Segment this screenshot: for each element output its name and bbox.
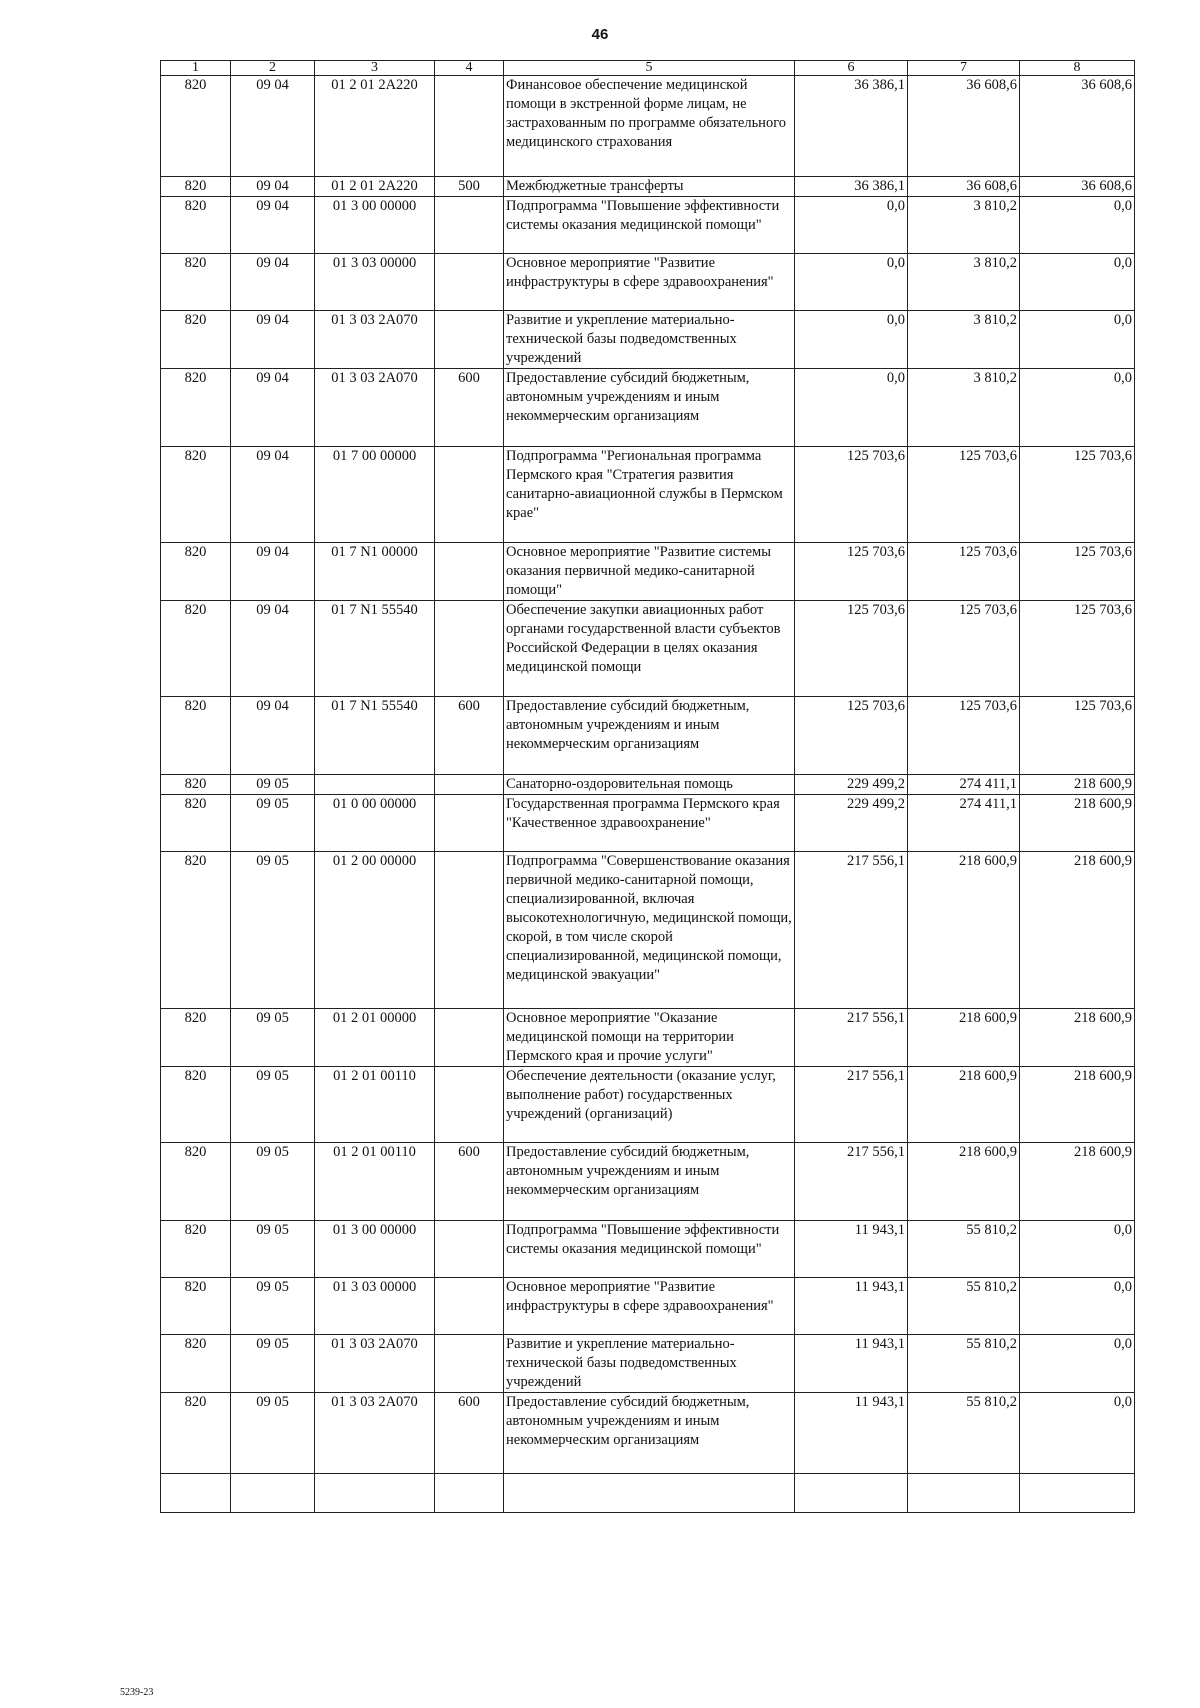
table-row	[161, 601, 1135, 697]
amount-cell: 0,0	[1020, 1393, 1135, 1474]
expense-type-cell: 500	[435, 177, 504, 197]
section-code-cell: 09 04	[231, 76, 315, 177]
section-code-cell: 09 05	[231, 1009, 315, 1067]
description-cell: Развитие и укрепление материально-технической базы подведомственных учреждений	[504, 1335, 795, 1393]
column-number: 2	[231, 61, 315, 76]
amount-cell: 217 556,1	[795, 1143, 908, 1221]
section-code-cell: 09 05	[231, 1067, 315, 1143]
description-cell: Основное мероприятие "Развитие системы оказания первичной медико-санитарной помощи"	[504, 543, 795, 601]
section-code-cell: 09 04	[231, 601, 315, 697]
empty-cell	[795, 1474, 908, 1513]
table-row	[161, 1143, 1135, 1221]
amount-cell: 0,0	[1020, 254, 1135, 311]
admin-code-cell: 820	[161, 1143, 231, 1221]
target-article-cell: 01 2 00 00000	[315, 852, 435, 1009]
expense-type-cell	[435, 447, 504, 543]
table-row	[161, 177, 1135, 197]
amount-cell: 218 600,9	[1020, 1067, 1135, 1143]
description-cell: Санаторно-оздоровительная помощь	[504, 775, 795, 795]
description-cell: Подпрограмма "Повышение эффективности системы оказания медицинской помощи"	[504, 1221, 795, 1278]
amount-cell: 11 943,1	[795, 1393, 908, 1474]
table-row	[161, 254, 1135, 311]
amount-cell: 0,0	[1020, 1278, 1135, 1335]
target-article-cell: 01 7 00 00000	[315, 447, 435, 543]
table-row	[161, 76, 1135, 177]
target-article-cell: 01 2 01 00000	[315, 1009, 435, 1067]
table-body	[161, 76, 1135, 1513]
amount-cell: 36 608,6	[1020, 76, 1135, 177]
amount-cell: 125 703,6	[795, 543, 908, 601]
amount-cell: 125 703,6	[1020, 447, 1135, 543]
description-cell: Предоставление субсидий бюджетным, автономным учреждениям и иным некоммерческим организациям	[504, 369, 795, 447]
target-article-cell: 01 7 N1 55540	[315, 697, 435, 775]
section-code-cell: 09 05	[231, 852, 315, 1009]
amount-cell: 229 499,2	[795, 795, 908, 852]
amount-cell: 36 386,1	[795, 177, 908, 197]
amount-cell: 125 703,6	[795, 601, 908, 697]
budget-table	[160, 60, 1135, 1513]
table-row	[161, 197, 1135, 254]
amount-cell: 0,0	[795, 311, 908, 369]
admin-code-cell: 820	[161, 447, 231, 543]
target-article-cell: 01 7 N1 00000	[315, 543, 435, 601]
amount-cell: 55 810,2	[908, 1393, 1020, 1474]
amount-cell: 55 810,2	[908, 1335, 1020, 1393]
amount-cell: 125 703,6	[795, 447, 908, 543]
amount-cell: 218 600,9	[1020, 775, 1135, 795]
expense-type-cell: 600	[435, 697, 504, 775]
admin-code-cell: 820	[161, 1009, 231, 1067]
section-code-cell: 09 04	[231, 197, 315, 254]
target-article-cell: 01 3 03 2А070	[315, 1335, 435, 1393]
admin-code-cell: 820	[161, 1221, 231, 1278]
amount-cell: 229 499,2	[795, 775, 908, 795]
admin-code-cell: 820	[161, 254, 231, 311]
admin-code-cell: 820	[161, 1067, 231, 1143]
empty-cell	[504, 1474, 795, 1513]
expense-type-cell: 600	[435, 369, 504, 447]
section-code-cell: 09 04	[231, 447, 315, 543]
table-row	[161, 852, 1135, 1009]
table-row	[161, 543, 1135, 601]
amount-cell: 218 600,9	[908, 1143, 1020, 1221]
empty-cell	[908, 1474, 1020, 1513]
expense-type-cell	[435, 1221, 504, 1278]
section-code-cell: 09 04	[231, 311, 315, 369]
expense-type-cell	[435, 1067, 504, 1143]
description-cell: Государственная программа Пермского края "Качественное здравоохранение"	[504, 795, 795, 852]
amount-cell: 125 703,6	[795, 697, 908, 775]
admin-code-cell: 820	[161, 543, 231, 601]
expense-type-cell	[435, 795, 504, 852]
table-row	[161, 1221, 1135, 1278]
table-row	[161, 795, 1135, 852]
target-article-cell: 01 2 01 2А220	[315, 76, 435, 177]
expense-type-cell: 600	[435, 1143, 504, 1221]
section-code-cell: 09 05	[231, 1335, 315, 1393]
amount-cell: 3 810,2	[908, 369, 1020, 447]
target-article-cell: 01 3 00 00000	[315, 197, 435, 254]
amount-cell: 0,0	[795, 254, 908, 311]
table-row	[161, 311, 1135, 369]
amount-cell: 217 556,1	[795, 1067, 908, 1143]
description-cell: Межбюджетные трансферты	[504, 177, 795, 197]
amount-cell: 125 703,6	[908, 447, 1020, 543]
amount-cell: 217 556,1	[795, 1009, 908, 1067]
table-row	[161, 775, 1135, 795]
description-cell: Финансовое обеспечение медицинской помощи в экстренной форме лицам, не застрахованным по программе обязательного медицинского страхования	[504, 76, 795, 177]
target-article-cell: 01 2 01 2А220	[315, 177, 435, 197]
target-article-cell	[315, 775, 435, 795]
amount-cell: 125 703,6	[908, 697, 1020, 775]
target-article-cell: 01 3 03 2А070	[315, 311, 435, 369]
amount-cell: 274 411,1	[908, 795, 1020, 852]
description-cell: Предоставление субсидий бюджетным, автономным учреждениям и иным некоммерческим организациям	[504, 1393, 795, 1474]
amount-cell: 218 600,9	[1020, 1009, 1135, 1067]
target-article-cell: 01 3 00 00000	[315, 1221, 435, 1278]
expense-type-cell	[435, 254, 504, 311]
amount-cell: 55 810,2	[908, 1221, 1020, 1278]
amount-cell: 218 600,9	[908, 852, 1020, 1009]
expense-type-cell	[435, 543, 504, 601]
column-number: 1	[161, 61, 231, 76]
amount-cell: 36 608,6	[1020, 177, 1135, 197]
column-number: 8	[1020, 61, 1135, 76]
description-cell: Предоставление субсидий бюджетным, автономным учреждениям и иным некоммерческим организациям	[504, 697, 795, 775]
admin-code-cell: 820	[161, 369, 231, 447]
column-number: 4	[435, 61, 504, 76]
target-article-cell: 01 2 01 00110	[315, 1143, 435, 1221]
table-row	[161, 1393, 1135, 1474]
amount-cell: 36 386,1	[795, 76, 908, 177]
description-cell: Обеспечение закупки авиационных работ органами государственной власти субъектов Российской Федерации в целях оказания медицинской помощи	[504, 601, 795, 697]
description-cell: Развитие и укрепление материально-технической базы подведомственных учреждений	[504, 311, 795, 369]
amount-cell: 36 608,6	[908, 76, 1020, 177]
admin-code-cell: 820	[161, 852, 231, 1009]
amount-cell: 125 703,6	[1020, 697, 1135, 775]
amount-cell: 0,0	[1020, 369, 1135, 447]
admin-code-cell: 820	[161, 795, 231, 852]
description-cell: Основное мероприятие "Развитие инфраструктуры в сфере здравоохранения"	[504, 1278, 795, 1335]
section-code-cell: 09 05	[231, 795, 315, 852]
expense-type-cell: 600	[435, 1393, 504, 1474]
description-cell: Подпрограмма "Повышение эффективности системы оказания медицинской помощи"	[504, 197, 795, 254]
section-code-cell: 09 04	[231, 254, 315, 311]
target-article-cell: 01 3 03 00000	[315, 254, 435, 311]
expense-type-cell	[435, 197, 504, 254]
target-article-cell: 01 7 N1 55540	[315, 601, 435, 697]
target-article-cell: 01 2 01 00110	[315, 1067, 435, 1143]
amount-cell: 3 810,2	[908, 197, 1020, 254]
expense-type-cell	[435, 1009, 504, 1067]
empty-cell	[231, 1474, 315, 1513]
amount-cell: 0,0	[1020, 1335, 1135, 1393]
amount-cell: 11 943,1	[795, 1221, 908, 1278]
table-row	[161, 1278, 1135, 1335]
description-cell: Основное мероприятие "Развитие инфраструктуры в сфере здравоохранения"	[504, 254, 795, 311]
table-row	[161, 697, 1135, 775]
admin-code-cell: 820	[161, 197, 231, 254]
table-row	[161, 1335, 1135, 1393]
section-code-cell: 09 05	[231, 1278, 315, 1335]
admin-code-cell: 820	[161, 1278, 231, 1335]
amount-cell: 217 556,1	[795, 852, 908, 1009]
amount-cell: 0,0	[1020, 311, 1135, 369]
section-code-cell: 09 05	[231, 1393, 315, 1474]
page-number: 46	[591, 26, 609, 43]
expense-type-cell	[435, 1335, 504, 1393]
amount-cell: 0,0	[1020, 197, 1135, 254]
admin-code-cell: 820	[161, 697, 231, 775]
section-code-cell: 09 05	[231, 1143, 315, 1221]
amount-cell: 11 943,1	[795, 1278, 908, 1335]
amount-cell: 0,0	[795, 369, 908, 447]
section-code-cell: 09 05	[231, 775, 315, 795]
amount-cell: 274 411,1	[908, 775, 1020, 795]
description-cell: Подпрограмма "Совершенствование оказания первичной медико-санитарной помощи, специализированной, включая высокотехнологичную, медицинской помощи, скорой, в том числе скорой специализированной, медицинской помощи, медицинской эвакуации"	[504, 852, 795, 1009]
admin-code-cell: 820	[161, 1335, 231, 1393]
table-row	[161, 447, 1135, 543]
amount-cell: 11 943,1	[795, 1335, 908, 1393]
empty-cell	[435, 1474, 504, 1513]
admin-code-cell: 820	[161, 1393, 231, 1474]
amount-cell: 218 600,9	[908, 1067, 1020, 1143]
description-cell: Обеспечение деятельности (оказание услуг, выполнение работ) государственных учреждений (организаций)	[504, 1067, 795, 1143]
section-code-cell: 09 04	[231, 369, 315, 447]
document-code: 5239-23	[120, 1687, 154, 1698]
target-article-cell: 01 3 03 00000	[315, 1278, 435, 1335]
amount-cell: 0,0	[1020, 1221, 1135, 1278]
section-code-cell: 09 04	[231, 697, 315, 775]
target-article-cell: 01 0 00 00000	[315, 795, 435, 852]
target-article-cell: 01 3 03 2А070	[315, 1393, 435, 1474]
admin-code-cell: 820	[161, 311, 231, 369]
column-number: 6	[795, 61, 908, 76]
amount-cell: 218 600,9	[1020, 1143, 1135, 1221]
admin-code-cell: 820	[161, 76, 231, 177]
table-row	[161, 1009, 1135, 1067]
empty-cell	[315, 1474, 435, 1513]
amount-cell: 218 600,9	[908, 1009, 1020, 1067]
expense-type-cell	[435, 775, 504, 795]
amount-cell: 125 703,6	[1020, 543, 1135, 601]
expense-type-cell	[435, 76, 504, 177]
admin-code-cell: 820	[161, 177, 231, 197]
column-number: 3	[315, 61, 435, 76]
description-cell: Основное мероприятие "Оказание медицинской помощи на территории Пермского края и прочие услуги"	[504, 1009, 795, 1067]
target-article-cell: 01 3 03 2А070	[315, 369, 435, 447]
expense-type-cell	[435, 601, 504, 697]
amount-cell: 218 600,9	[1020, 852, 1135, 1009]
expense-type-cell	[435, 852, 504, 1009]
amount-cell: 125 703,6	[908, 601, 1020, 697]
column-number: 5	[504, 61, 795, 76]
column-number: 7	[908, 61, 1020, 76]
description-cell: Предоставление субсидий бюджетным, автономным учреждениям и иным некоммерческим организациям	[504, 1143, 795, 1221]
amount-cell: 3 810,2	[908, 311, 1020, 369]
amount-cell: 55 810,2	[908, 1278, 1020, 1335]
column-number-row	[161, 61, 1135, 76]
empty-cell	[1020, 1474, 1135, 1513]
amount-cell: 218 600,9	[1020, 795, 1135, 852]
section-code-cell: 09 05	[231, 1221, 315, 1278]
empty-cell	[161, 1474, 231, 1513]
amount-cell: 125 703,6	[1020, 601, 1135, 697]
amount-cell: 0,0	[795, 197, 908, 254]
expense-type-cell	[435, 1278, 504, 1335]
description-cell: Подпрограмма "Региональная программа Пермского края "Стратегия развития санитарно-авиационной службы в Пермском крае"	[504, 447, 795, 543]
amount-cell: 3 810,2	[908, 254, 1020, 311]
admin-code-cell: 820	[161, 775, 231, 795]
admin-code-cell: 820	[161, 601, 231, 697]
amount-cell: 125 703,6	[908, 543, 1020, 601]
section-code-cell: 09 04	[231, 177, 315, 197]
section-code-cell: 09 04	[231, 543, 315, 601]
table-row	[161, 369, 1135, 447]
amount-cell: 36 608,6	[908, 177, 1020, 197]
table-row	[161, 1067, 1135, 1143]
empty-row	[161, 1474, 1135, 1513]
expense-type-cell	[435, 311, 504, 369]
